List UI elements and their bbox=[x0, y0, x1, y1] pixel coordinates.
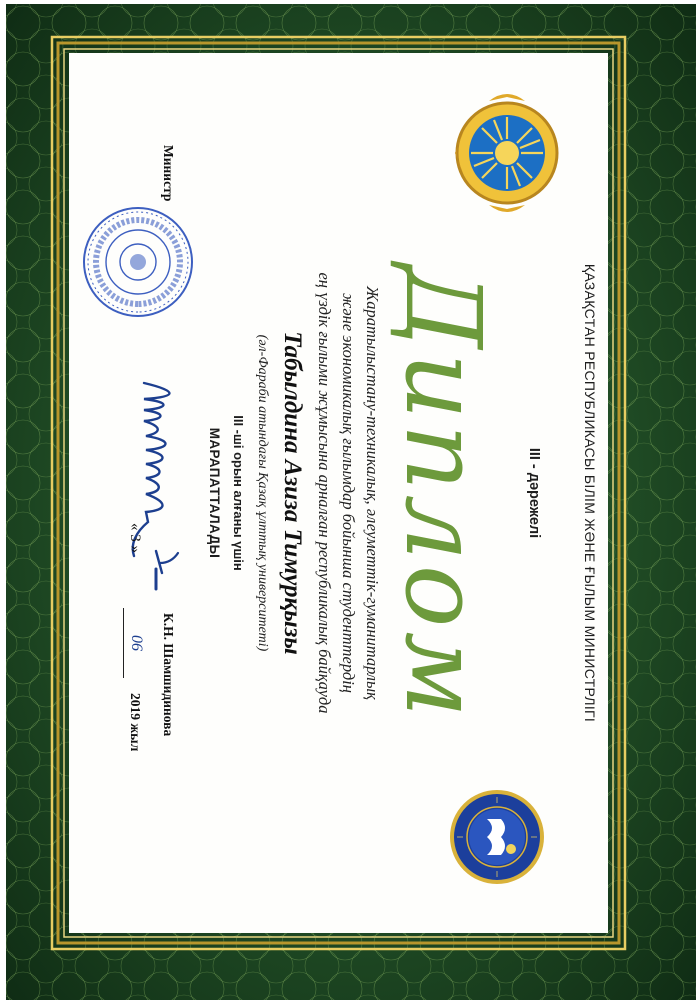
date-underline bbox=[123, 608, 124, 678]
handwritten-signature bbox=[98, 373, 208, 593]
awarded-text: МАРАПАТТАЛАДЫ bbox=[207, 427, 222, 559]
date-day: « 3 » bbox=[127, 523, 143, 553]
date-year: 2019 жыл bbox=[128, 693, 143, 752]
recipient-name: Табылдина Азиза Тимурқызы bbox=[279, 331, 306, 655]
ministry-header: ҚАЗАҚСТАН РЕСПУБЛИКАСЫ БІЛІМ ЖӘНЕ ҒЫЛЫМ МИНИСТРЛІГІ bbox=[582, 263, 598, 723]
ministry-seal-icon bbox=[448, 788, 546, 886]
kazakhstan-emblem-icon bbox=[448, 89, 566, 217]
diploma-title: Диплом bbox=[382, 264, 504, 722]
competition-line: және экономикалық ғылымдар бойынша студенттердің bbox=[339, 293, 358, 693]
ministry-round-stamp-icon bbox=[79, 203, 197, 321]
competition-line: Жаратылыстану-техникалық, әлеуметтік-гуманитарлық bbox=[363, 286, 382, 700]
degree-label: III - дәрежелі bbox=[526, 447, 542, 539]
competition-line: ең үздік ғылыми жұмысына арналған республикалық байқауда bbox=[315, 272, 334, 714]
date-month: 06 bbox=[128, 635, 145, 651]
place-text: III -ші орын алғаны үшін bbox=[231, 415, 246, 571]
minister-label: Министр bbox=[161, 145, 176, 202]
minister-name: К.Н. Шамшидинова bbox=[161, 613, 176, 737]
university-name: (әл-Фараби атындағы Қазақ ұлттық университеті) bbox=[255, 334, 270, 652]
certificate-content bbox=[69, 53, 608, 933]
